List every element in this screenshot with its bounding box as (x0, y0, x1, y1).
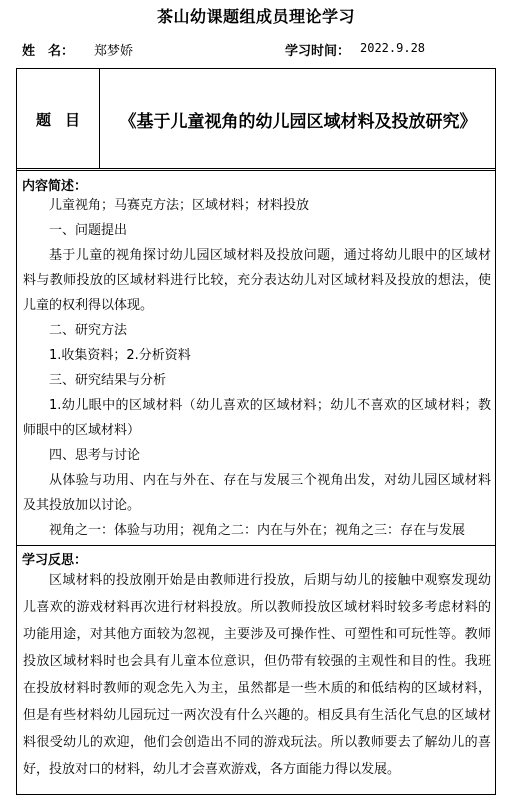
summary-line: 三、研究结果与分析 (49, 373, 167, 388)
summary-line: 1.收集资料；2.分析资料 (49, 348, 191, 363)
summary-line: 视角之一：体验与功用；视角之二：内在与外在；视角之三：存在与发展 (49, 523, 466, 538)
subject-value: 《基于儿童视角的幼儿园区域材料及投放研究》 (119, 111, 477, 132)
reflection-line: 但是有些材料幼儿园玩过一两次没有什么兴趣的。相反具有生活化气息的区域材 (23, 708, 491, 723)
reflection-line: 儿喜欢的游戏材料再次进行材料投放。所以教师投放区域材料时较多考虑材料的 (23, 600, 491, 615)
summary-line: 四、思考与讨论 (49, 448, 141, 463)
summary-line: 儿童视角；马赛克方法；区域材料；材料投放 (49, 198, 310, 213)
summary-line: 儿童的权利得以体现。 (23, 298, 154, 313)
reflection-line: 区域材料的投放刚开始是由教师进行投放，后期与幼儿的接触中观察发现幼 (49, 573, 491, 588)
summary-line: 及其投放加以讨论。 (23, 498, 141, 513)
subject-border (17, 168, 495, 171)
document-title: 茶山幼课题组成员理论学习 (156, 7, 355, 26)
summary-line: 从体验与功用、内在与外在、存在与发展三个视角出发，对幼儿园区域材料 (49, 473, 491, 488)
summary-line: 料与教师投放的区域材料进行比较，充分表达幼儿对区域材料及投放的想法，使 (23, 273, 491, 288)
summary-line: 基于儿童的视角探讨幼儿园区域材料及投放问题，通过将幼儿眼中的区域材 (49, 248, 491, 263)
section-divider (17, 545, 495, 546)
summary-line: 一、问题提出 (49, 223, 128, 238)
reflection-line: 在投放材料时教师的观念先入为主，虽然都是一些木质的和低结构的区域材料， (23, 681, 491, 696)
subject-label: 题目 (35, 110, 94, 129)
meta-row (0, 40, 512, 60)
summary-heading: 内容简述： (22, 179, 88, 194)
reflection-line: 投放区域材料时也会具有儿童本位意识，但仍带有较强的主观性和目的性。我班 (23, 654, 491, 669)
reflection-line: 功能用途，对其他方面较为忽视，主要涉及可操作性、可塑性和可玩性等。教师 (23, 627, 491, 642)
time-label: 学习时间： (285, 44, 351, 59)
summary-line: 师眼中的区域材料） (23, 423, 141, 438)
reflection-line: 好，投放对口的材料，幼儿才会喜欢游戏，各方面能力得以发展。 (23, 762, 401, 777)
summary-line: 1.幼儿眼中的区域材料（幼儿喜欢的区域材料；幼儿不喜欢的区域材料；教 (49, 398, 491, 413)
name-value: 郑梦娇 (94, 44, 134, 59)
summary-line: 二、研究方法 (49, 323, 128, 338)
reflection-heading: 学习反思： (22, 553, 88, 568)
reflection-line: 料很受幼儿的欢迎，他们会创造出不同的游戏玩法。所以教师要去了解幼儿的喜 (23, 735, 491, 750)
time-value: 2022.9.28 (360, 41, 426, 55)
name-label: 姓 名： (22, 44, 75, 59)
record-table (16, 68, 496, 795)
